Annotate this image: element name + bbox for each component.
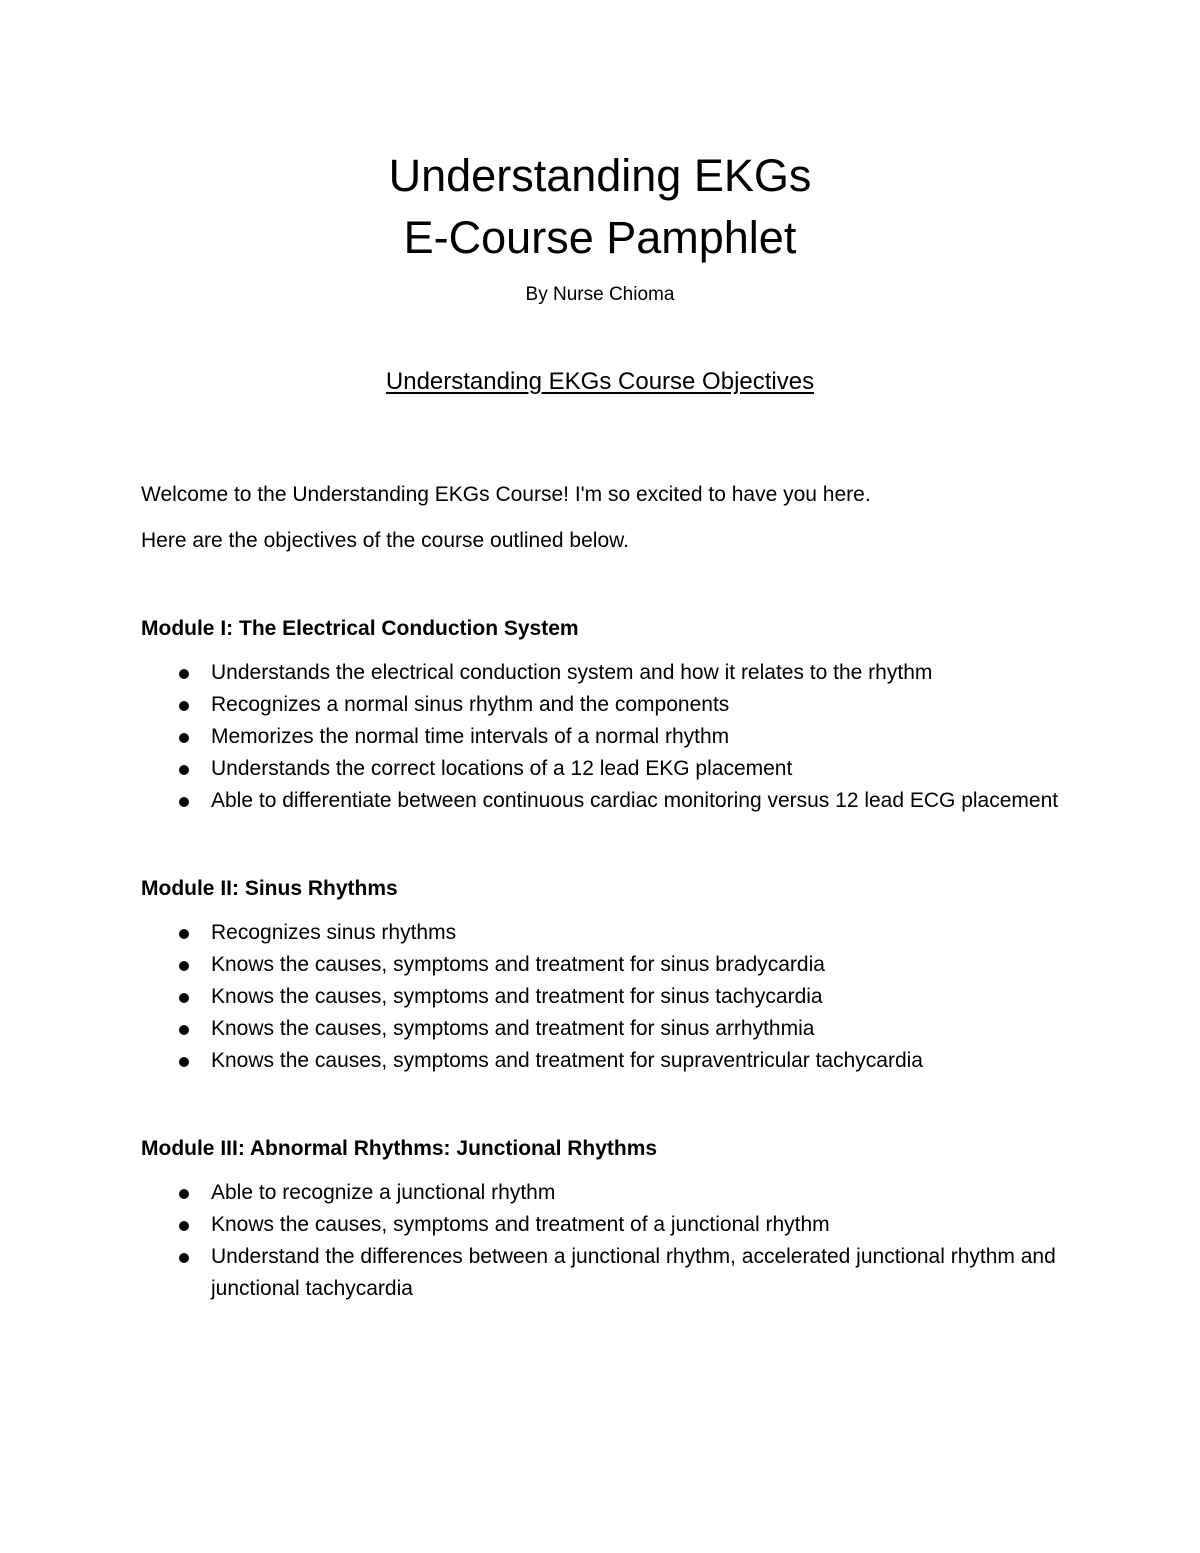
module-2-objectives-list [141,917,1061,1077]
list-item [141,917,1061,949]
list-item [141,1045,1061,1077]
list-item-text: Memorizes the normal time intervals of a normal rhythm [211,725,730,748]
list-item-text: Understand the differences between a junctional rhythm, accelerated junctional rhythm and junctional tachycardia [211,1245,1056,1300]
list-item [141,981,1061,1013]
bullet-icon [179,765,189,775]
module-1-section [141,613,1061,817]
bullet-icon [179,929,189,939]
bullet-icon [179,797,189,807]
document-body [141,479,1061,1305]
list-item [141,721,1061,753]
list-item-text: Knows the causes, symptoms and treatment for supraventricular tachycardia [211,1049,923,1072]
bullet-icon [179,1057,189,1067]
bullet-icon [179,1221,189,1231]
document-title-line-1: Understanding EKGs [388,150,812,201]
list-item [141,1177,1061,1209]
module-3-title: Module III: Abnormal Rhythms: Junctional Rhythms [141,1137,658,1160]
module-2-section [141,873,1061,1077]
list-item [141,1241,1061,1305]
bullet-icon [179,1025,189,1035]
list-item-text: Knows the causes, symptoms and treatment for sinus arrhythmia [211,1017,815,1040]
list-item-text: Knows the causes, symptoms and treatment of a junctional rhythm [211,1213,830,1236]
module-2-title: Module II: Sinus Rhythms [141,877,398,900]
list-item-text: Understands the correct locations of a 12 lead EKG placement [211,757,793,780]
title-block [0,145,1200,307]
bullet-icon [179,961,189,971]
list-item-text: Knows the causes, symptoms and treatment for sinus tachycardia [211,985,823,1008]
list-item [141,753,1061,785]
bullet-icon [179,1253,189,1263]
list-item-text: Understands the electrical conduction system and how it relates to the rhythm [211,661,933,684]
bullet-icon [179,993,189,1003]
list-item-text: Able to recognize a junctional rhythm [211,1181,556,1204]
list-item [141,785,1061,817]
intro-paragraph-welcome: Welcome to the Understanding EKGs Course! I'm so excited to have you here. [141,483,871,506]
author-byline: By Nurse Chioma [525,284,675,305]
document-title-line-2: E-Course Pamphlet [403,212,797,263]
bullet-icon [179,733,189,743]
list-item-text: Able to differentiate between continuous cardiac monitoring versus 12 lead ECG placement [211,789,1059,812]
module-3-objectives-list [141,1177,1061,1305]
module-3-section [141,1133,1061,1305]
bullet-icon [179,669,189,679]
list-item-text: Knows the causes, symptoms and treatment for sinus bradycardia [211,953,825,976]
list-item-text: Recognizes a normal sinus rhythm and the components [211,693,730,716]
bullet-icon [179,701,189,711]
objectives-heading: Understanding EKGs Course Objectives [385,368,815,395]
list-item [141,1013,1061,1045]
bullet-icon [179,1189,189,1199]
module-1-objectives-list [141,657,1061,817]
list-item-text: Recognizes sinus rhythms [211,921,457,944]
list-item [141,1209,1061,1241]
list-item [141,949,1061,981]
list-item [141,657,1061,689]
module-1-title: Module I: The Electrical Conduction System [141,617,579,640]
list-item [141,689,1061,721]
intro-paragraph-objectives: Here are the objectives of the course outlined below. [141,529,629,552]
